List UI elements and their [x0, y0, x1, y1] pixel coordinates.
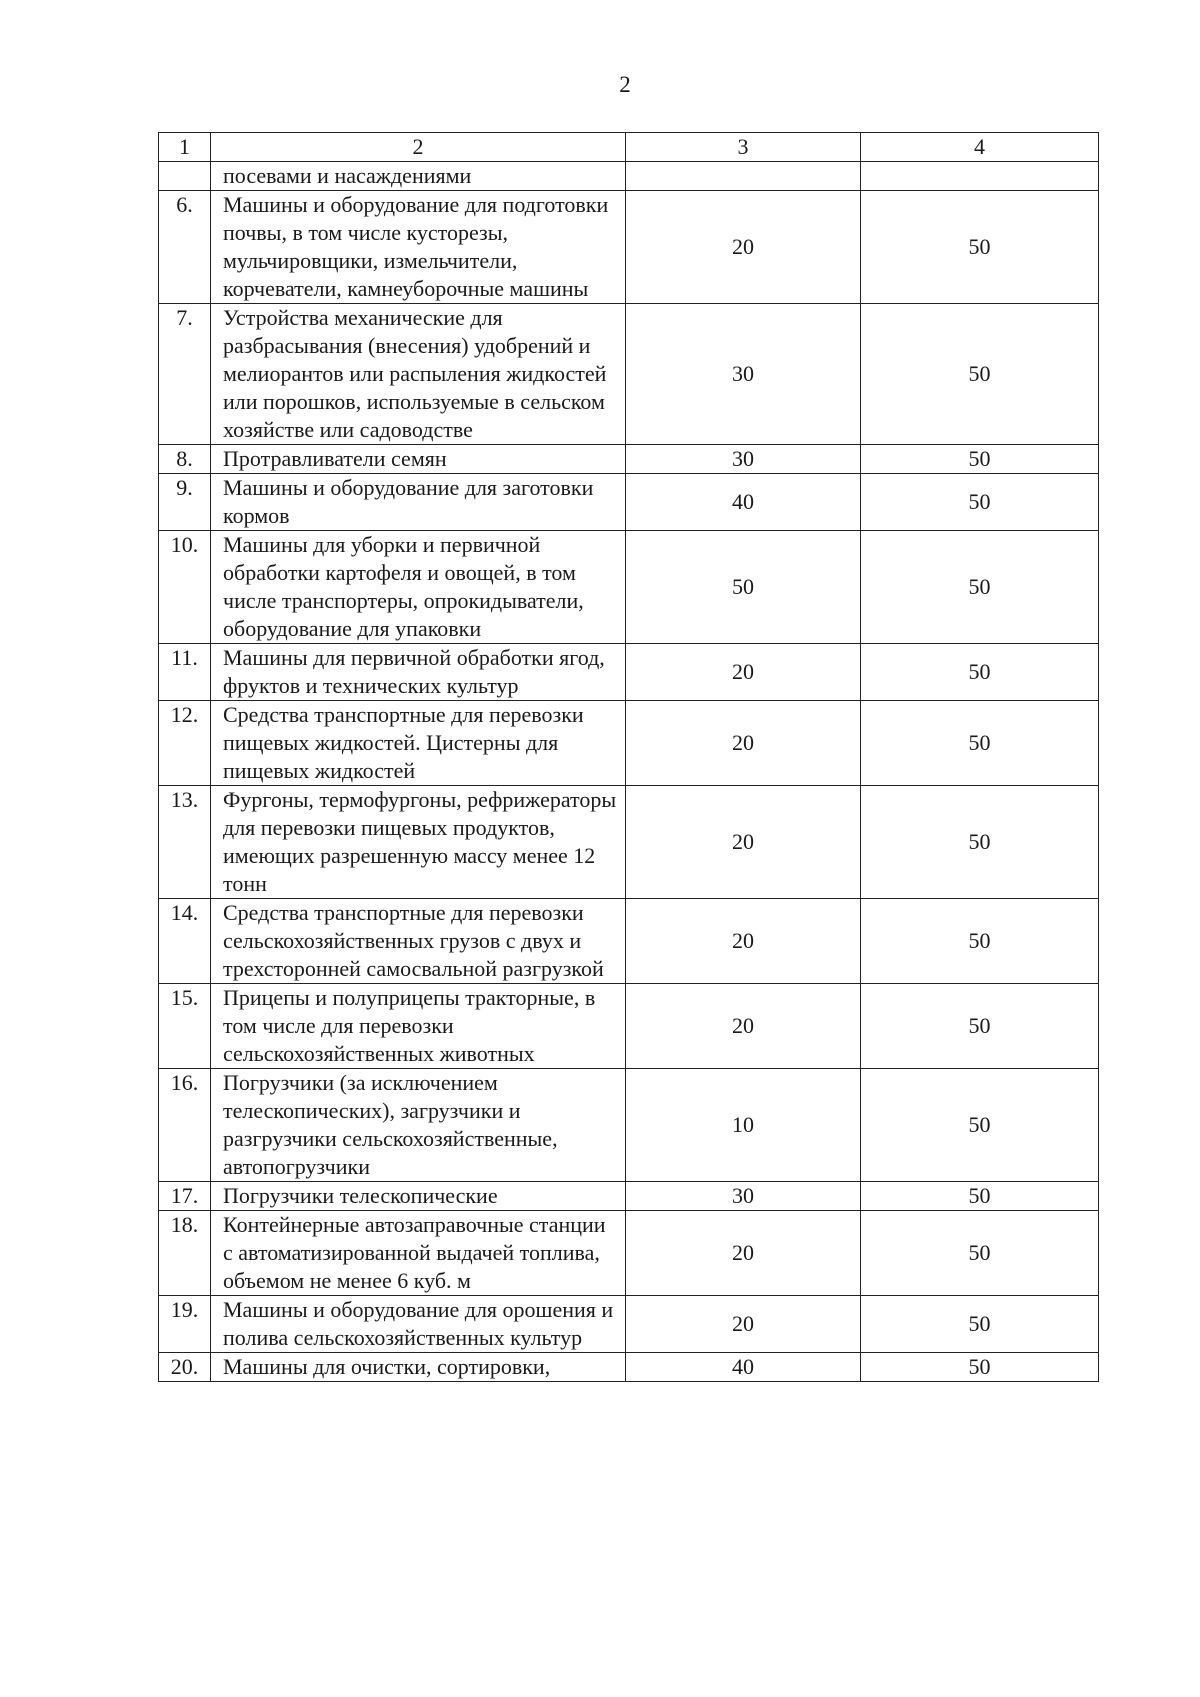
column-3-value-cell: 20: [626, 984, 861, 1069]
column-3-value-cell: 40: [626, 1353, 861, 1382]
table-row: [159, 304, 1099, 445]
item-name-cell: Средства транспортные для перевозки пищевых жидкостей. Цистерны для пищевых жидкостей: [211, 701, 626, 786]
header-cell-3: 3: [626, 133, 861, 162]
table-row: [159, 445, 1099, 474]
row-number-cell: 10.: [159, 531, 211, 644]
table-row: [159, 162, 1099, 191]
item-name-cell: Протравливатели семян: [211, 445, 626, 474]
item-name-cell: Машины и оборудование для орошения и полива сельскохозяйственных культур: [211, 1296, 626, 1353]
item-name-cell: Погрузчики (за исключением телескопических), загрузчики и разгрузчики сельскохозяйственные, автопогрузчики: [211, 1069, 626, 1182]
column-4-value-cell: 50: [861, 701, 1099, 786]
column-3-value-cell: 30: [626, 445, 861, 474]
table-row: [159, 984, 1099, 1069]
row-number-cell: 14.: [159, 899, 211, 984]
table-row: [159, 786, 1099, 899]
item-name-cell: Фургоны, термофургоны, рефрижераторы для перевозки пищевых продуктов, имеющих разрешенную массу менее 12 тонн: [211, 786, 626, 899]
column-4-value-cell: 50: [861, 304, 1099, 445]
column-4-value-cell: 50: [861, 445, 1099, 474]
column-4-value-cell: 50: [861, 474, 1099, 531]
table-row: [159, 531, 1099, 644]
table-row: [159, 474, 1099, 531]
column-3-value-cell: 50: [626, 531, 861, 644]
column-4-value-cell: 50: [861, 899, 1099, 984]
column-3-value-cell: 20: [626, 1211, 861, 1296]
row-number-cell: 17.: [159, 1182, 211, 1211]
item-name-cell: Прицепы и полуприцепы тракторные, в том числе для перевозки сельскохозяйственных животных: [211, 984, 626, 1069]
column-3-value-cell: 20: [626, 1296, 861, 1353]
header-cell-1: 1: [159, 133, 211, 162]
table-row: [159, 1182, 1099, 1211]
column-4-value-cell: 50: [861, 644, 1099, 701]
table-header-row: [159, 133, 1099, 162]
item-name-cell: Машины для уборки и первичной обработки картофеля и овощей, в том числе транспортеры, опрокидыватели, оборудование для упаковки: [211, 531, 626, 644]
machinery-table: [158, 132, 1099, 1382]
table-row: [159, 701, 1099, 786]
table-row: [159, 1069, 1099, 1182]
row-number-cell: 9.: [159, 474, 211, 531]
item-name-cell: Устройства механические для разбрасывания (внесения) удобрений и мелиорантов или распыления жидкостей или порошков, используемые в сельском хозяйстве или садоводстве: [211, 304, 626, 445]
column-3-value-cell: 40: [626, 474, 861, 531]
table-row: [159, 1296, 1099, 1353]
header-cell-4: 4: [861, 133, 1099, 162]
column-4-value-cell: 50: [861, 191, 1099, 304]
column-4-value-cell: 50: [861, 1182, 1099, 1211]
column-3-value-cell: 20: [626, 191, 861, 304]
column-4-value-cell: 50: [861, 1353, 1099, 1382]
item-name-cell: Средства транспортные для перевозки сельскохозяйственных грузов с двух и трехсторонней самосвальной разгрузкой: [211, 899, 626, 984]
item-name-cell: посевами и насаждениями: [211, 162, 626, 191]
item-name-cell: Машины и оборудование для подготовки почвы, в том числе кусторезы, мульчировщики, измельчители, корчеватели, камнеуборочные машины: [211, 191, 626, 304]
column-3-value-cell: 20: [626, 786, 861, 899]
table-row: [159, 899, 1099, 984]
table-row: [159, 1211, 1099, 1296]
column-3-value-cell: 20: [626, 899, 861, 984]
item-name-cell: Машины для первичной обработки ягод, фруктов и технических культур: [211, 644, 626, 701]
column-3-value-cell: 20: [626, 644, 861, 701]
column-4-value-cell: 50: [861, 786, 1099, 899]
row-number-cell: 13.: [159, 786, 211, 899]
column-3-value-cell: 20: [626, 701, 861, 786]
row-number-cell: 19.: [159, 1296, 211, 1353]
row-number-cell: 8.: [159, 445, 211, 474]
column-3-value-cell: [626, 162, 861, 191]
table-row: [159, 644, 1099, 701]
table-row: [159, 191, 1099, 304]
column-4-value-cell: 50: [861, 531, 1099, 644]
column-4-value-cell: 50: [861, 1296, 1099, 1353]
row-number-cell: 12.: [159, 701, 211, 786]
column-4-value-cell: 50: [861, 1069, 1099, 1182]
row-number-cell: 11.: [159, 644, 211, 701]
row-number-cell: 6.: [159, 191, 211, 304]
row-number-cell: [159, 162, 211, 191]
column-4-value-cell: 50: [861, 984, 1099, 1069]
row-number-cell: 16.: [159, 1069, 211, 1182]
row-number-cell: 20.: [159, 1353, 211, 1382]
column-3-value-cell: 30: [626, 304, 861, 445]
page-number: 2: [619, 72, 631, 97]
table-row: [159, 1353, 1099, 1382]
column-4-value-cell: [861, 162, 1099, 191]
item-name-cell: Машины и оборудование для заготовки кормов: [211, 474, 626, 531]
column-3-value-cell: 30: [626, 1182, 861, 1211]
table-body: [159, 133, 1099, 1382]
header-cell-2: 2: [211, 133, 626, 162]
column-4-value-cell: 50: [861, 1211, 1099, 1296]
column-3-value-cell: 10: [626, 1069, 861, 1182]
row-number-cell: 15.: [159, 984, 211, 1069]
item-name-cell: Контейнерные автозаправочные станции с автоматизированной выдачей топлива, объемом не менее 6 куб. м: [211, 1211, 626, 1296]
row-number-cell: 18.: [159, 1211, 211, 1296]
item-name-cell: Погрузчики телескопические: [211, 1182, 626, 1211]
row-number-cell: 7.: [159, 304, 211, 445]
item-name-cell: Машины для очистки, сортировки,: [211, 1353, 626, 1382]
